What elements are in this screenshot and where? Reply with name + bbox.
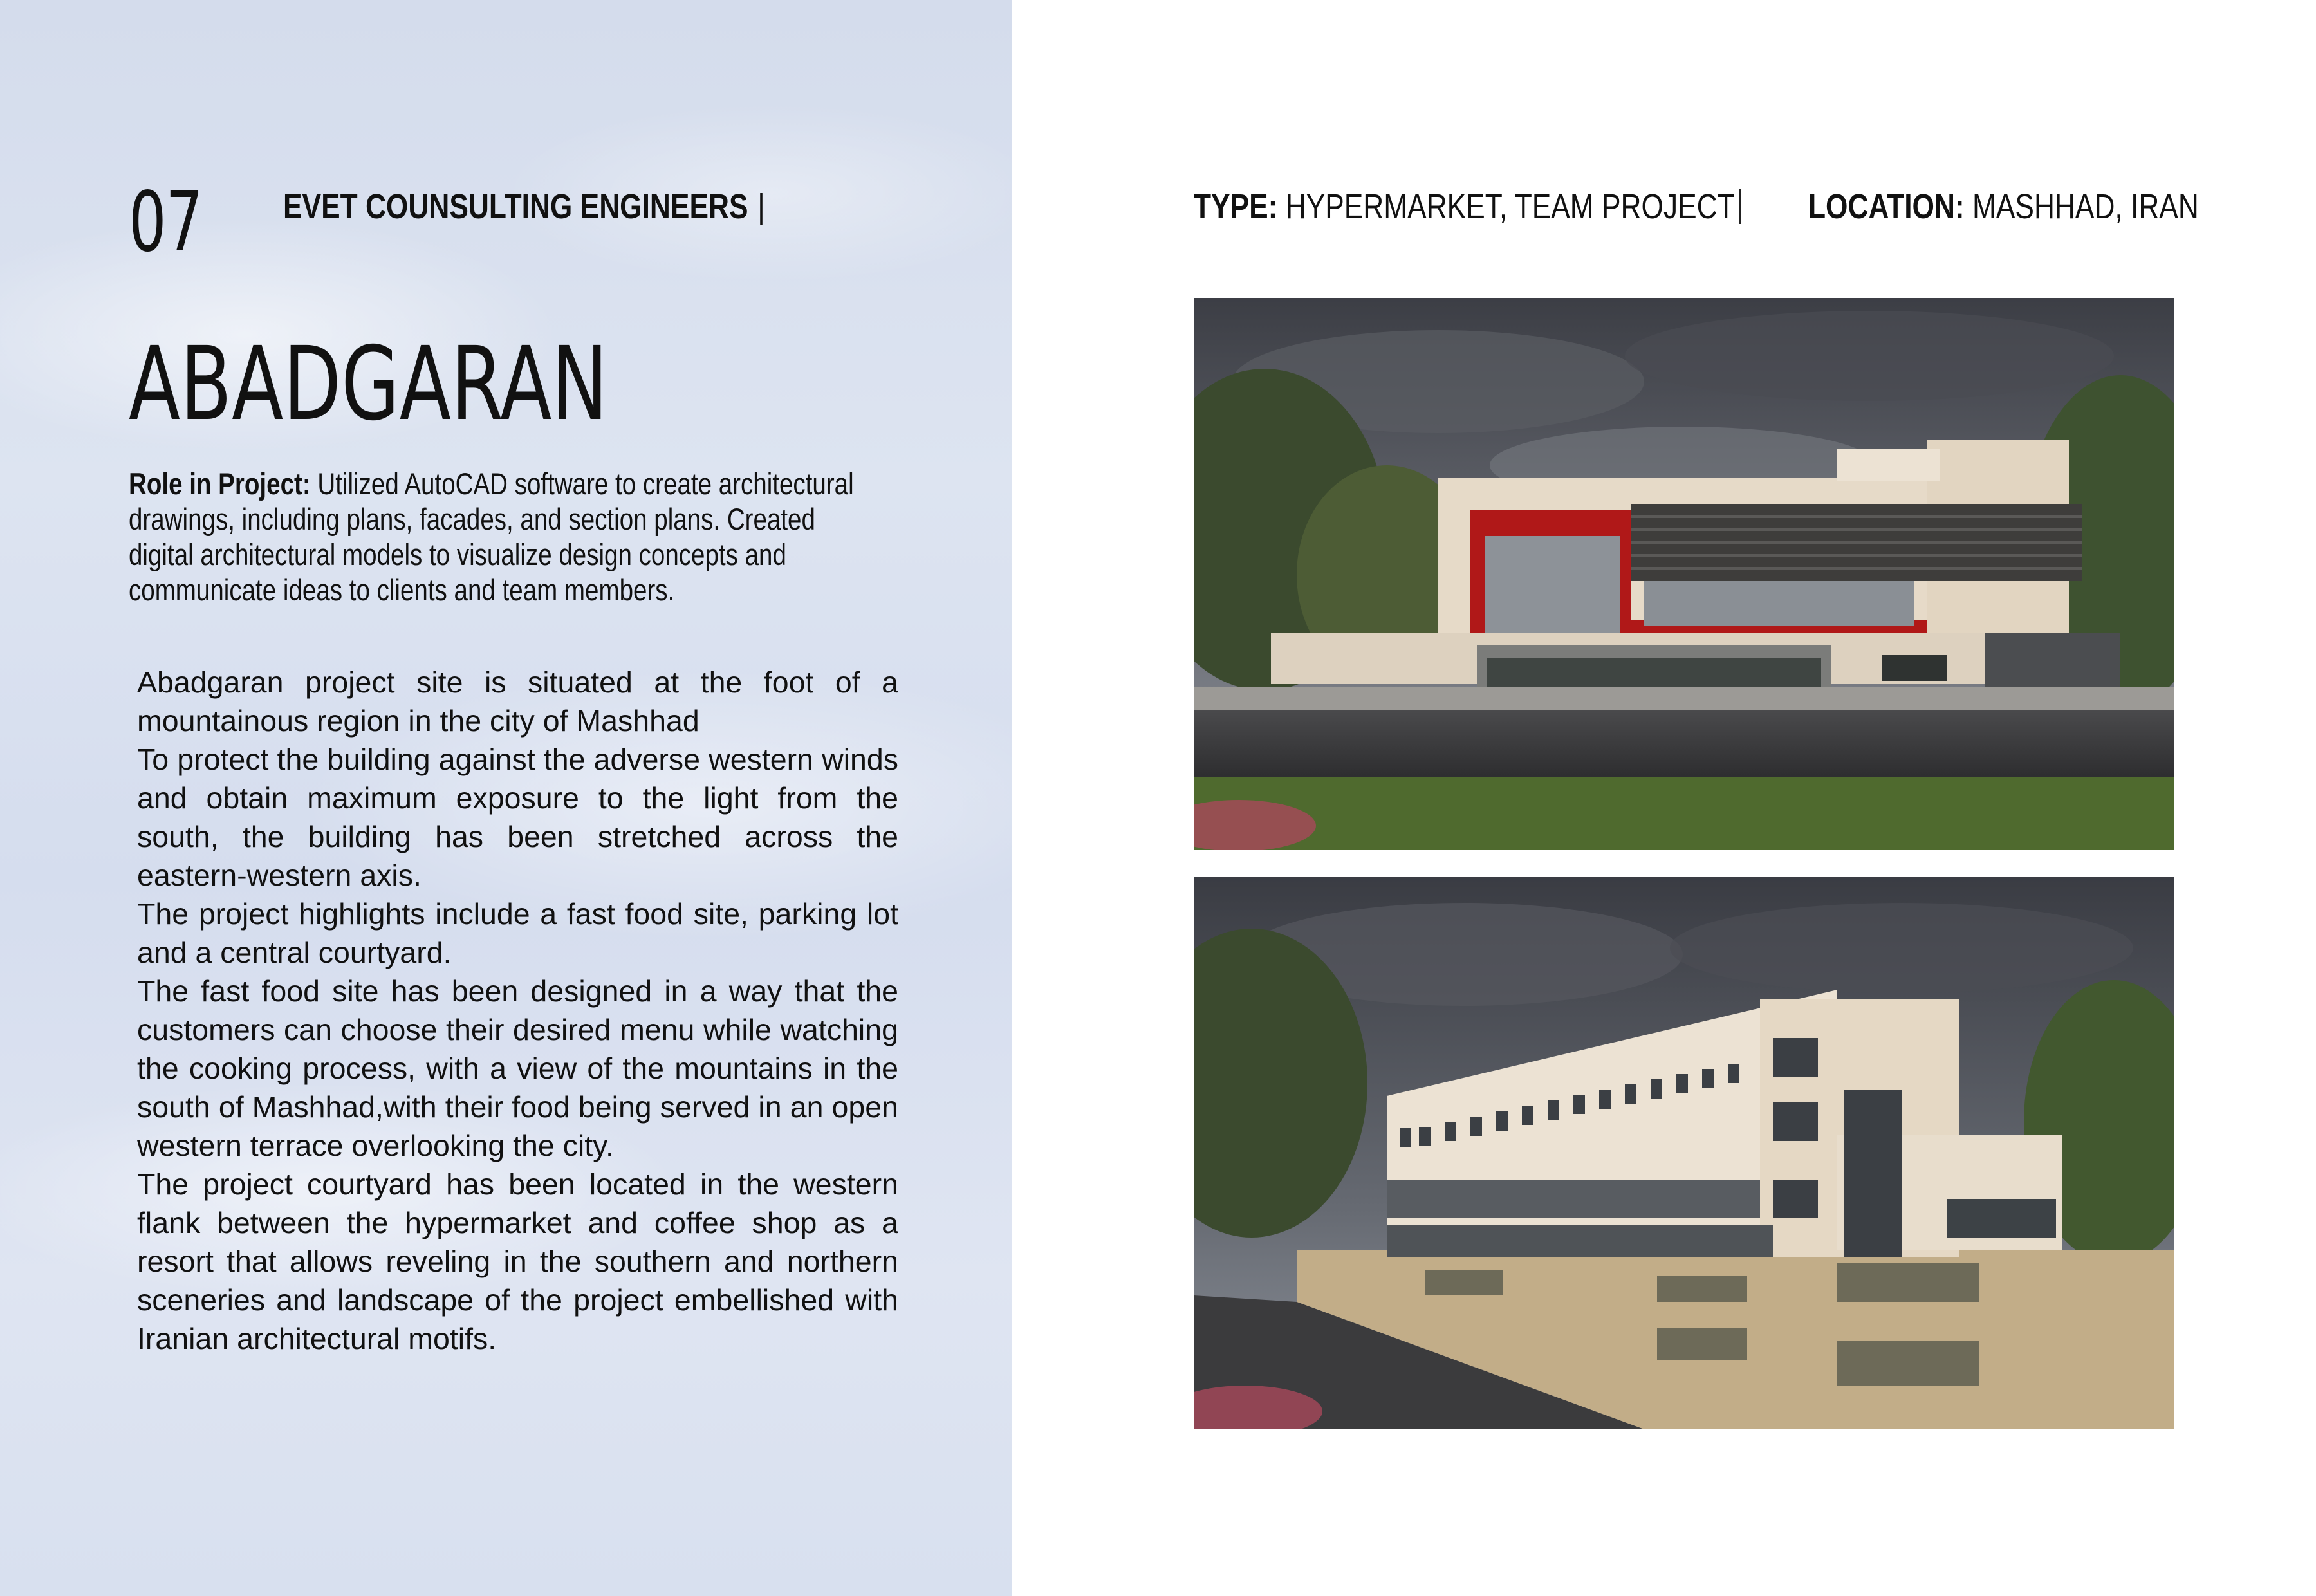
description-paragraph: The project highlights include a fast food site, parking lot and a central courtyard. — [137, 897, 898, 969]
role-label: Role in Project: — [129, 467, 311, 501]
header-divider — [1739, 189, 1741, 224]
left-panel — [0, 0, 1012, 1596]
project-type — [1194, 187, 1735, 227]
company-label: EVET COUNSULTING ENGINEERS — [283, 187, 748, 226]
role-in-project — [129, 466, 884, 608]
role-text: Utilized AutoCAD software to create architectural drawings, including plans, facades, and section plans. Created digital architectural models to visualize design concepts and communicate ideas to clients and team members. — [129, 467, 854, 607]
description-paragraph: The project courtyard has been located in the western flank between the hypermarket and coffee shop as a resort that allows reveling in the southern and northern sceneries and landscape of the project embellished with Iranian architectural motifs. — [137, 1167, 898, 1355]
type-label: TYPE: — [1194, 187, 1278, 226]
render-front-view — [1194, 298, 2174, 850]
description-paragraph: To protect the building against the adverse western winds and obtain maximum exposure to the light from the south, the building has been stretched across the eastern-western axis. — [137, 743, 898, 892]
type-value: HYPERMARKET, TEAM PROJECT — [1285, 187, 1735, 226]
description-paragraph: Abadgaran project site is situated at the foot of a mountainous region in the city of Mashhad — [137, 665, 898, 738]
company-separator: | — [757, 187, 765, 226]
description-paragraph: The fast food site has been designed in a way that the customers can choose their desired menu while watching the cooking process, with a view of the mountains in the south of Mashhad,with their food being served in an open western terrace overlooking the city. — [137, 974, 898, 1162]
project-description — [137, 663, 898, 1358]
page-number: 07 — [129, 174, 203, 270]
project-title: ABADGARAN — [129, 325, 608, 443]
render-side-view — [1194, 877, 2174, 1429]
location-value: MASHHAD, IRAN — [1972, 187, 2199, 226]
company-name — [283, 187, 765, 227]
project-location — [1808, 187, 2199, 227]
location-label: LOCATION: — [1808, 187, 1965, 226]
